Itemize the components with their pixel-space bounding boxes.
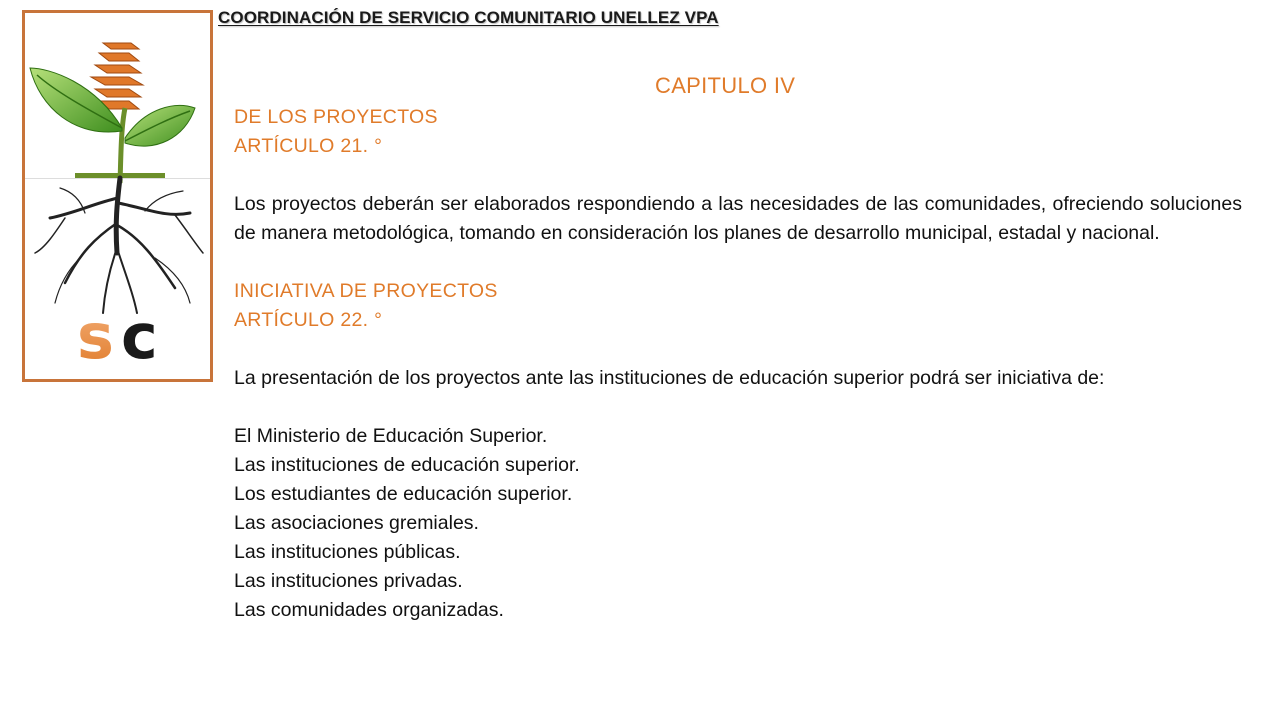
section-heading-proyectos: DE LOS PROYECTOS <box>234 106 438 128</box>
list-item: Las instituciones de educación superior. <box>234 454 580 476</box>
initiative-list <box>234 422 1242 625</box>
list-item: El Ministerio de Educación Superior. <box>234 425 548 447</box>
logo-letter-c: c <box>121 300 158 373</box>
logo <box>22 10 213 382</box>
document-body <box>234 103 1242 625</box>
spacer <box>234 161 1242 190</box>
list-item: Las asociaciones gremiales. <box>234 512 479 534</box>
section-heading-iniciativa: INICIATIVA DE PROYECTOS <box>234 280 498 302</box>
article-22-body: La presentación de los proyectos ante las instituciones de educación superior podrá ser iniciativa de: <box>234 367 1105 389</box>
spacer <box>234 248 1242 277</box>
list-item: Las instituciones públicas. <box>234 541 461 563</box>
article-22-label: ARTÍCULO 22. ° <box>234 309 383 331</box>
sc-plant-logo-icon <box>25 13 210 379</box>
chapter-title: CAPITULO IV <box>655 73 796 98</box>
page-header-title: COORDINACIÓN DE SERVICIO COMUNITARIO UNELLEZ VPA <box>218 8 719 27</box>
list-item: Los estudiantes de educación superior. <box>234 483 573 505</box>
list-item: Las instituciones privadas. <box>234 570 463 592</box>
logo-letter-s: s <box>77 300 114 373</box>
article-21-body: Los proyectos deberán ser elaborados respondiendo a las necesidades de las comunidades, ofreciendo soluciones de manera metodológica, tomando en consideración los planes de desarrollo municipal, estadal y nacional. <box>234 193 1242 244</box>
spacer <box>234 393 1242 422</box>
article-21-label: ARTÍCULO 21. ° <box>234 135 383 157</box>
list-item: Las comunidades organizadas. <box>234 599 504 621</box>
spacer <box>234 335 1242 364</box>
